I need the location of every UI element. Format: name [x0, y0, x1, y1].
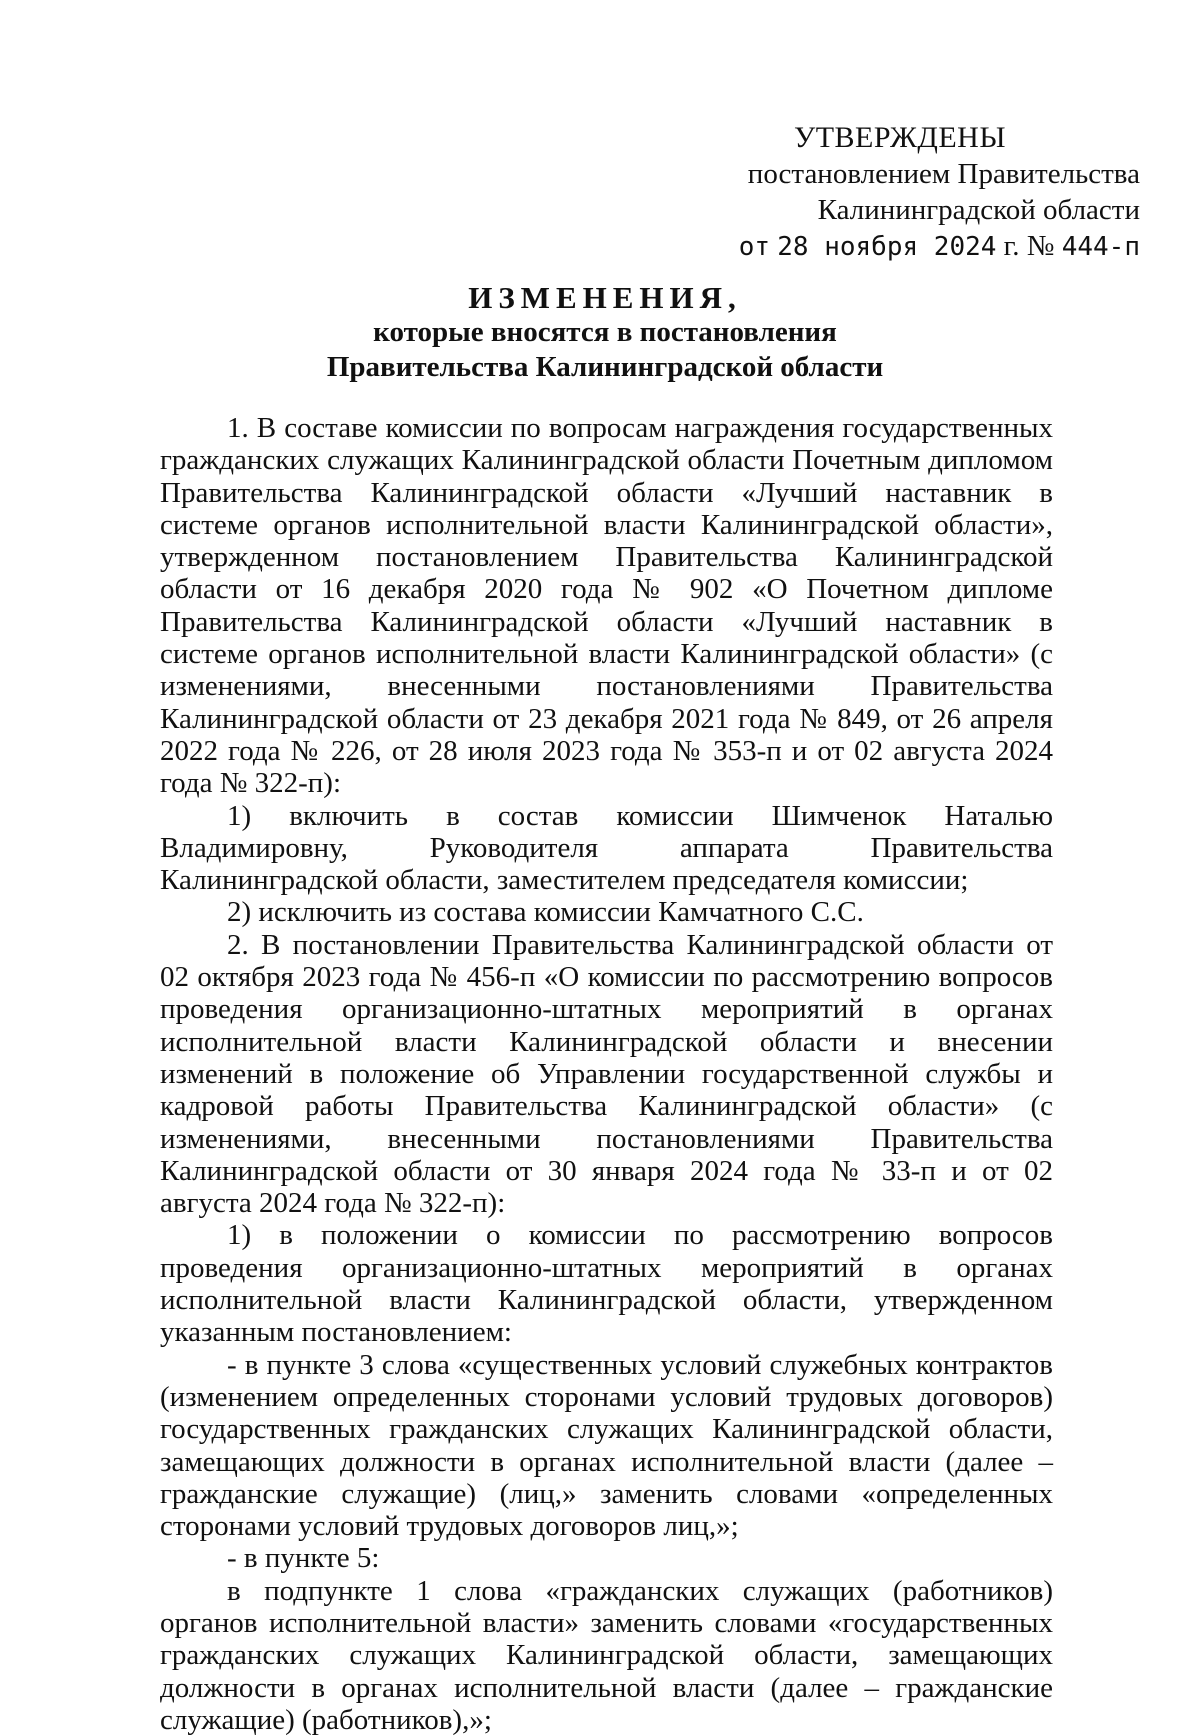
paragraph-2: 2. В постановлении Правительства Калининградской области от 02 октября 2023 года № 456-п «О комиссии по рассмотрению вопросов проведения организационно-штатных мероприятий в органах исполнительной власти Калининградской области и внесении изменений в положение об Управлении государственной службы и кадровой работы Правительства Калининградской области» (с изменениями, внесенными постановлениями Правительства Калининградской области от 30 января 2024 года № 33-п и от 02 августа 2024 года № 322-п): — [160, 928, 1053, 1220]
document-body — [160, 412, 1053, 1736]
approval-date-prefix: от — [738, 232, 771, 262]
paragraph-1: 1. В составе комиссии по вопросам награждения государственных гражданских служащих Калининградской области Почетным дипломом Правительства Калининградской области «Лучший наставник в системе органов исполнительной власти Калининградской области», утвержденном постановлением Правительства Калининградской области от 16 декабря 2020 года № 902 «О Почетном дипломе Правительства Калининградской области «Лучший наставник в системе органов исполнительной власти Калининградской области» (с изменениями, внесенными постановлениями Правительства Калининградской области от 23 декабря 2021 года № 849, от 26 апреля 2022 года № 226, от 28 июля 2023 года № 353-п и от 02 августа 2024 года № 322-п): — [160, 412, 1053, 800]
approval-word: УТВЕРЖДЕНЫ — [793, 121, 1007, 154]
approval-number: 444-п — [1061, 232, 1140, 262]
paragraph-2-item-1-point-3: - в пункте 3 слова «существенных условий служебных контрактов (изменением определенных сторонами условий трудовых договоров) государственных гражданских служащих Калининградской области, замещающих должности в органах исполнительной власти (далее – гражданские служащие) (лиц,» заменить словами «определенных сторонами условий трудовых договоров лиц,»; — [160, 1348, 1053, 1543]
document-heading — [160, 280, 1050, 385]
paragraph-1-item-1: 1) включить в состав комиссии Шимченок Наталью Владимировну, Руководителя аппарата Правительства Калининградской области, заместителем председателя комиссии; — [160, 799, 1053, 897]
approval-line-2: Калининградской области — [817, 194, 1140, 226]
paragraph-1-item-2: 2) исключить из состава комиссии Камчатного С.С. — [227, 896, 864, 929]
approval-stamp — [660, 120, 1140, 265]
approval-date-value: 28 ноября 2024 — [777, 232, 997, 262]
heading-title: ИЗМЕНЕНИЯ, — [468, 280, 742, 315]
heading-line-2: которые вносятся в постановления — [373, 316, 837, 348]
paragraph-2-item-1-subpoint-1: в подпункте 1 слова «гражданских служащих (работников) органов исполнительной власти» заменить словами «государственных гражданских служащих Калининградской области, замещающих должности в органах исполнительной власти (далее – гражданские служащие) (работников),»; — [160, 1574, 1053, 1736]
heading-line-3: Правительства Калининградской области — [326, 351, 884, 383]
approval-date-line — [660, 228, 1140, 265]
approval-date-suffix: г. № — [1003, 230, 1055, 262]
paragraph-2-item-1: 1) в положении о комиссии по рассмотрению вопросов проведения организационно-штатных мероприятий в органах исполнительной власти Калининградской области, утвержденном указанным постановлением: — [160, 1219, 1053, 1349]
approval-line-1: постановлением Правительства — [747, 158, 1140, 190]
paragraph-2-item-1-point-5: - в пункте 5: — [227, 1542, 380, 1575]
